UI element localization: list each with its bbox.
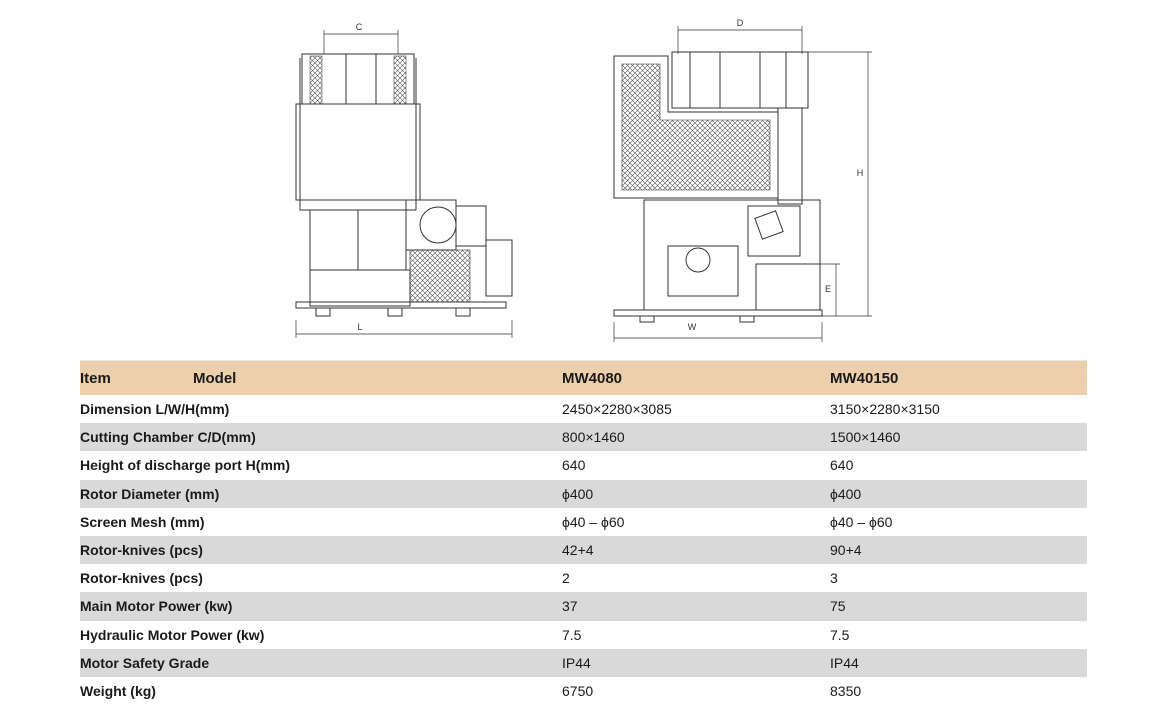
dim-label-w: W: [687, 322, 697, 332]
table-row: [80, 480, 1087, 508]
dim-label-l: L: [357, 322, 363, 332]
row-label: Hydraulic Motor Power (kw): [80, 626, 265, 643]
row-value-model-2: 3: [830, 570, 838, 587]
row-label: Motor Safety Grade: [80, 654, 210, 671]
row-value-model-2: 90+4: [830, 542, 862, 559]
table-row: [80, 564, 1087, 592]
table-row: [80, 592, 1087, 620]
machine-drawings: [280, 8, 900, 348]
row-label: Screen Mesh (mm): [80, 513, 205, 530]
row-value-model-2: 8350: [830, 682, 862, 699]
row-value-model-2: 1500×1460: [830, 429, 901, 446]
table-row: [80, 677, 1087, 705]
end-view-drawing: [614, 26, 872, 342]
table-row: [80, 649, 1087, 677]
row-label: Height of discharge port H(mm): [80, 457, 291, 474]
dim-label-e: E: [824, 284, 832, 294]
table-row: [80, 451, 1087, 479]
row-value-model-1: IP44: [562, 654, 591, 671]
row-value-model-2: 75: [830, 598, 846, 615]
row-value-model-1: 7.5: [562, 626, 582, 643]
row-value-model-2: 3150×2280×3150: [830, 401, 940, 418]
table-row: [80, 536, 1087, 564]
row-label: Weight (kg): [80, 682, 156, 699]
dim-label-c: C: [355, 22, 363, 32]
row-label: Rotor-knives (pcs): [80, 570, 203, 587]
row-value-model-1: ϕ40 – ϕ60: [562, 513, 625, 530]
row-label: Cutting Chamber C/D(mm): [80, 429, 256, 446]
row-value-model-2: 7.5: [830, 626, 850, 643]
row-value-model-2: 640: [830, 457, 854, 474]
row-value-model-1: 42+4: [562, 542, 594, 559]
row-value-model-1: 2: [562, 570, 570, 587]
row-value-model-1: 640: [562, 457, 586, 474]
row-value-model-1: 37: [562, 598, 578, 615]
row-label: Main Motor Power (kw): [80, 598, 233, 615]
row-label: Rotor-knives (pcs): [80, 542, 203, 559]
header-item-model-cell: [80, 361, 562, 396]
header-item-label: Item: [80, 369, 111, 387]
row-label: Dimension L/W/H(mm): [80, 401, 230, 418]
header-model-1: MW4080: [562, 369, 623, 387]
row-value-model-1: 800×1460: [562, 429, 625, 446]
table-row: [80, 395, 1087, 423]
row-value-model-2: ϕ40 – ϕ60: [830, 513, 893, 530]
row-value-model-1: ϕ400: [562, 485, 594, 502]
row-value-model-2: ϕ400: [830, 485, 862, 502]
dim-label-d: D: [736, 18, 744, 28]
row-value-model-1: 6750: [562, 682, 594, 699]
row-value-model-2: IP44: [830, 654, 859, 671]
row-label: Rotor Diameter (mm): [80, 485, 220, 502]
row-value-model-1: 2450×2280×3085: [562, 401, 672, 418]
spec-table: [80, 360, 1087, 705]
table-row: [80, 621, 1087, 649]
header-model-2: MW40150: [830, 369, 899, 387]
side-view-drawing: [296, 30, 512, 338]
table-row: [80, 508, 1087, 536]
dim-label-h: H: [856, 168, 864, 178]
table-header-row: [80, 361, 1087, 396]
header-model-label: Model: [193, 369, 237, 387]
table-row: [80, 423, 1087, 451]
